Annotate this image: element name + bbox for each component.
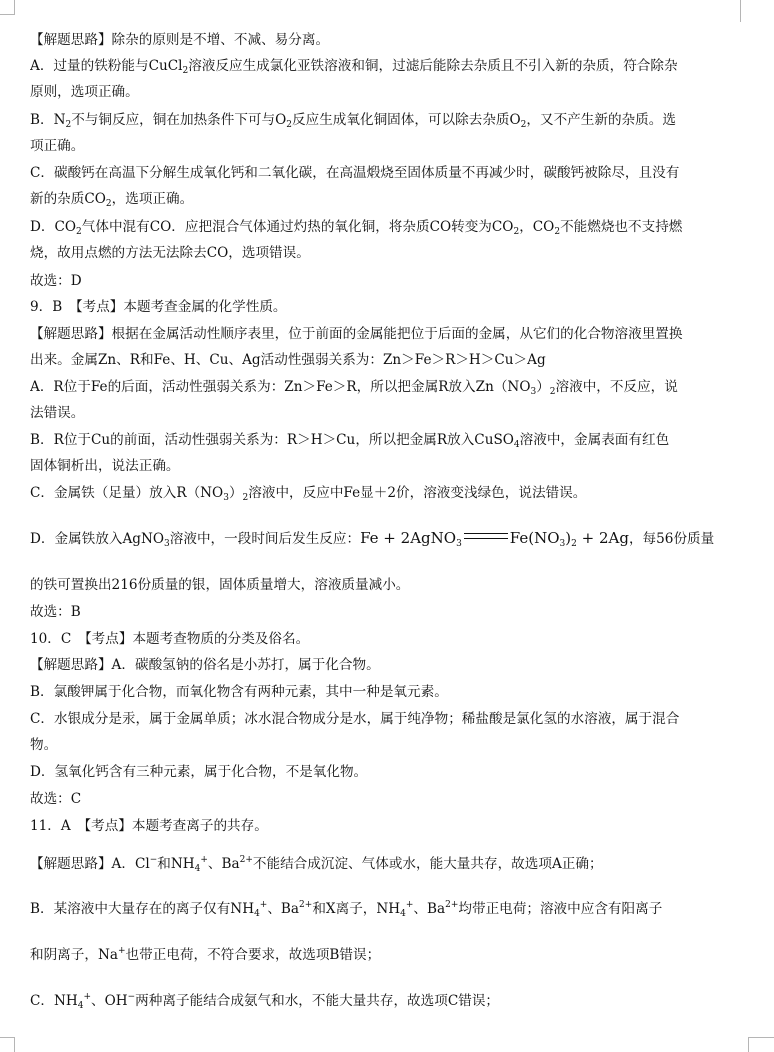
text-line: B．某溶液中大量存在的离子仅有$NH_4^+$、$Ba^{2+}$和X离子，$NH_4^+$、$Ba^{2+}$均带正电荷；溶液中应含有阳离子 (30, 900, 663, 917)
crop-mark-top-left (0, 0, 15, 15)
question-heading: 10．C 【考点】本题考查物质的分类及俗名。 (30, 631, 310, 647)
answer-line: 故选：B (30, 604, 81, 620)
answer-line: 故选：D (30, 273, 82, 289)
text-line: 项正确。 (30, 138, 85, 154)
text-line: 原则，选项正确。 (30, 84, 139, 100)
text-line: 【解题思路】根据在金属活动性顺序表里，位于前面的金属能把位于后面的金属，从它们的化合物溶液里置换 (30, 326, 683, 342)
crop-mark-bottom-right (748, 1037, 774, 1052)
text-line: C．水银成分是汞，属于金属单质；冰水混合物成分是水，属于纯净物；稀盐酸是氯化氢的水溶液，属于混合 (30, 711, 680, 727)
text-line: 【解题思路】A．Cl−和$NH_4^+$、$Ba^{2+}$不能结合成沉淀、气体或水，能大量共存，故选项A正确； (30, 855, 603, 872)
text-line: C．$NH_4^+$、OH−两种离子能结合成氨气和水，不能大量共存，故选项C错误； (30, 992, 500, 1009)
text-line: 【解题思路】A．碳酸氢钠的俗名是小苏打，属于化合物。 (30, 657, 380, 673)
text-line: 【解题思路】除杂的原则是不增、不减、易分离。 (30, 32, 330, 48)
equation-line: D．金属铁放入AgNO$_3$溶液中，一段时间后发生反应：Fe + 2AgNO$_3$ $Fe(NO_3)_2 + 2Ag$，每56份质量 (30, 529, 715, 549)
text-line: B．$N_2$不与铜反应，铜在加热条件下可与$O_2$反应生成氧化铜固体，可以除去杂质$O_2$，又不产生新的杂质。选 (30, 112, 676, 130)
text-line: D．氢氧化钙含有三种元素，属于化合物，不是氧化物。 (30, 764, 368, 780)
answer-line: 故选：C (30, 791, 82, 807)
text-line: 物。 (30, 737, 58, 753)
text-line: 法错误。 (30, 405, 85, 421)
equals-sign (464, 533, 508, 539)
text-line: 烧，故用点燃的方法无法除去CO，选项错误。 (30, 245, 310, 261)
text-line: B．氯酸钾属于化合物，而氧化物含有两种元素，其中一种是氧元素。 (30, 684, 448, 700)
text-line: D．$CO_2$气体中混有CO．应把混合气体通过灼热的氧化铜，将杂质CO转变为$CO_2$，$CO_2$不能燃烧也不支持燃 (30, 219, 683, 237)
text-line: C．金属铁（足量）放入$R(NO_3)_2$溶液中，反应中Fe显＋2价，溶液变浅绿色，说法错误。 (30, 485, 587, 503)
question-heading: 9．B 【考点】本题考查金属的化学性质。 (30, 299, 287, 315)
chemical-equation: Fe + 2AgNO$_3$ $Fe(NO_3)_2 + 2Ag$ (360, 529, 629, 549)
question-heading: 11．A 【考点】本题考查离子的共存。 (30, 818, 268, 834)
text-line: A．R位于Fe的后面，活动性强弱关系为：Zn＞Fe＞R，所以把金属R放入$Zn(NO_3)_2$溶液中，不反应，说 (30, 379, 678, 397)
crop-mark-bottom-left (0, 1037, 15, 1052)
text-line: C．碳酸钙在高温下分解生成氧化钙和二氧化碳，在高温煅烧至固体质量不再减少时，碳酸钙被除尽，且没有 (30, 165, 680, 181)
text-line: 出来。金属Zn、R和Fe、H、Cu、Ag活动性强弱关系为：Zn＞Fe＞R＞H＞Cu＞Ag (30, 352, 546, 368)
text-line: 和阴离子，Na+也带正电荷，不符合要求，故选项B错误； (30, 946, 381, 963)
crop-mark-top-right (740, 0, 774, 22)
text-line: 固体铜析出，说法正确。 (30, 458, 180, 474)
text-line: 新的杂质$CO_2$，选项正确。 (30, 191, 194, 209)
text-line: B．R位于Cu的前面，活动性强弱关系为：R＞H＞Cu，所以把金属R放入CuSO$_4$溶液中，金属表面有红色 (30, 432, 670, 450)
text-line: A．过量的铁粉能与CuCl$_2$溶液反应生成氯化亚铁溶液和铜，过滤后能除去杂质且不引入新的杂质，符合除杂 (30, 58, 678, 76)
text-line: 的铁可置换出216份质量的银，固体质量增大，溶液质量减小。 (30, 577, 410, 593)
